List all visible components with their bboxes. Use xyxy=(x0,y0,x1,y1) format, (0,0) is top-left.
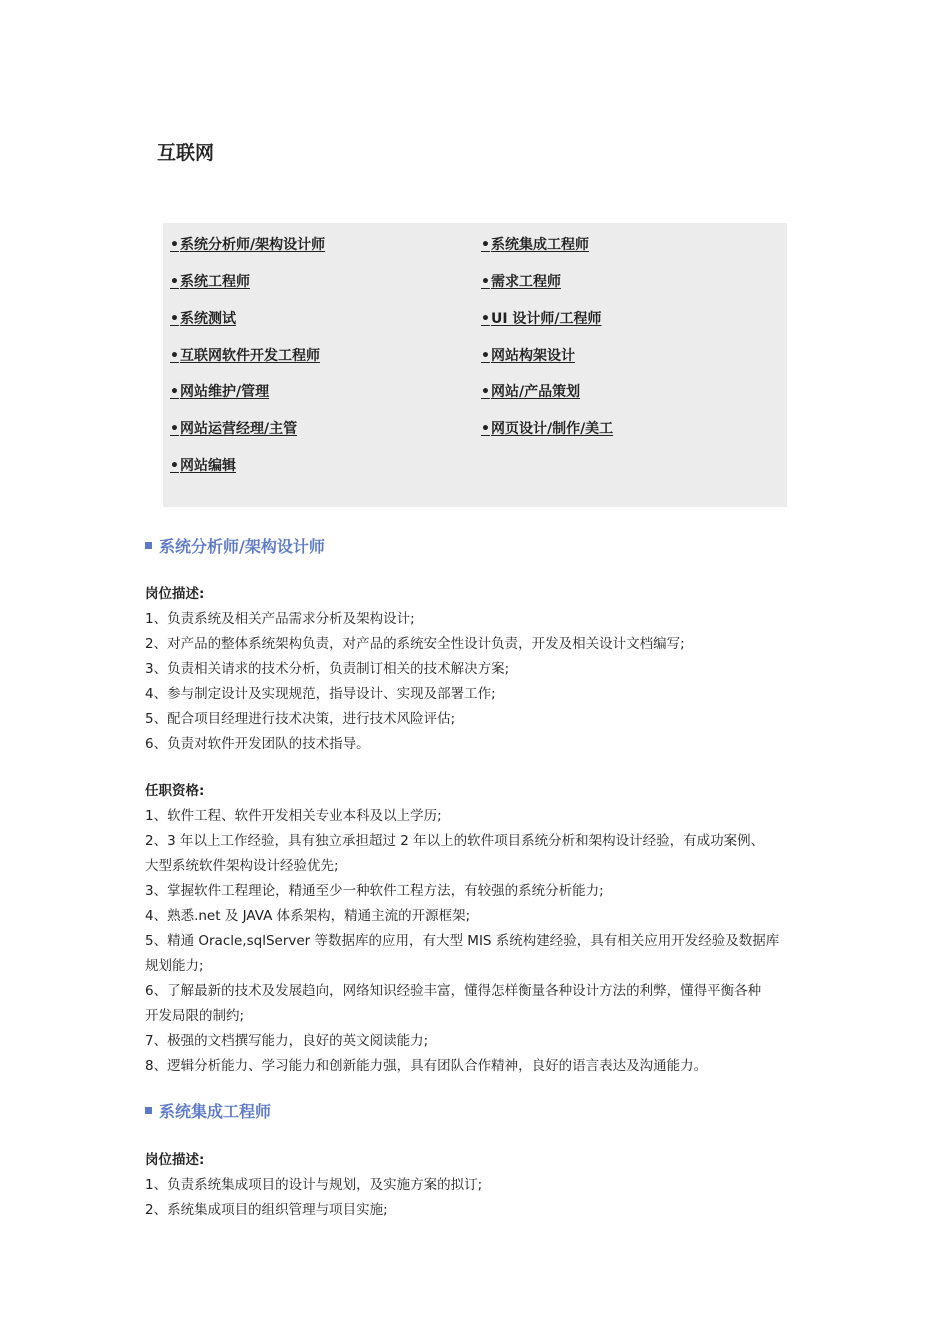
job-description-label: 岗位描述: xyxy=(145,1152,205,1168)
req-line: 5、精通 Oracle,sqlServer 等数据库的应用，有大型 MIS 系统构建经验，具有相关应用开发经验及数据库 xyxy=(145,933,780,949)
toc-link-website-editor[interactable]: •网站编辑 xyxy=(170,458,236,474)
job-index-box xyxy=(163,223,787,507)
qualifications-label: 任职资格: xyxy=(145,783,205,799)
toc-link-website-architecture[interactable]: •网站构架设计 xyxy=(481,348,575,364)
toc-link-system-engineer[interactable]: •系统工程师 xyxy=(170,274,250,290)
page-title: 互联网 xyxy=(157,142,215,164)
section-heading-system-integration: 系统集成工程师 xyxy=(145,1099,271,1122)
toc-link-system-integration[interactable]: •系统集成工程师 xyxy=(481,237,589,253)
toc-link-website-operations[interactable]: •网站运营经理/主管 xyxy=(170,421,298,437)
desc-line: 4、参与制定设计及实现规范，指导设计、实现及部署工作; xyxy=(145,686,496,702)
desc-line: 1、负责系统集成项目的设计与规划，及实施方案的拟订; xyxy=(145,1177,483,1193)
desc-line: 1、负责系统及相关产品需求分析及架构设计; xyxy=(145,611,415,627)
desc-line: 2、对产品的整体系统架构负责，对产品的系统安全性设计负责，开发及相关设计文档编写; xyxy=(145,636,685,652)
toc-link-system-analyst[interactable]: •系统分析师/架构设计师 xyxy=(170,237,326,253)
req-line: 规划能力; xyxy=(145,958,204,974)
req-line: 1、软件工程、软件开发相关专业本科及以上学历; xyxy=(145,808,442,824)
desc-line: 2、系统集成项目的组织管理与项目实施; xyxy=(145,1202,388,1218)
desc-line: 5、配合项目经理进行技术决策，进行技术风险评估; xyxy=(145,711,456,727)
toc-link-ui-designer[interactable]: •UI 设计师/工程师 xyxy=(481,311,602,327)
heading-square-marker xyxy=(145,1107,152,1114)
req-line: 7、极强的文档撰写能力，良好的英文阅读能力; xyxy=(145,1033,429,1049)
toc-link-web-design[interactable]: •网页设计/制作/美工 xyxy=(481,421,614,437)
desc-line: 3、负责相关请求的技术分析，负责制订相关的技术解决方案; xyxy=(145,661,510,677)
req-line: 开发局限的制约; xyxy=(145,1008,245,1024)
toc-link-internet-software-dev[interactable]: •互联网软件开发工程师 xyxy=(170,348,320,364)
req-line: 4、熟悉.net 及 JAVA 体系架构，精通主流的开源框架; xyxy=(145,908,471,924)
job-description-label: 岗位描述: xyxy=(145,586,205,602)
req-line: 2、3 年以上工作经验，具有独立承担超过 2 年以上的软件项目系统分析和架构设计经验，有成功案例、 xyxy=(145,833,765,849)
toc-link-requirements-engineer[interactable]: •需求工程师 xyxy=(481,274,561,290)
toc-link-product-planning[interactable]: •网站/产品策划 xyxy=(481,384,581,400)
section-heading-system-analyst: 系统分析师/架构设计师 xyxy=(145,534,325,557)
toc-link-system-testing[interactable]: •系统测试 xyxy=(170,311,236,327)
req-line: 8、逻辑分析能力、学习能力和创新能力强，具有团队合作精神，良好的语言表达及沟通能力。 xyxy=(145,1058,708,1074)
req-line: 大型系统软件架构设计经验优先; xyxy=(145,858,339,874)
toc-link-website-maintenance[interactable]: •网站维护/管理 xyxy=(170,384,270,400)
req-line: 6、了解最新的技术及发展趋向，网络知识经验丰富，懂得怎样衡量各种设计方法的利弊，懂得平衡各种 xyxy=(145,983,762,999)
heading-square-marker xyxy=(145,542,152,549)
req-line: 3、掌握软件工程理论，精通至少一种软件工程方法，有较强的系统分析能力; xyxy=(145,883,604,899)
desc-line: 6、负责对软件开发团队的技术指导。 xyxy=(145,736,370,752)
